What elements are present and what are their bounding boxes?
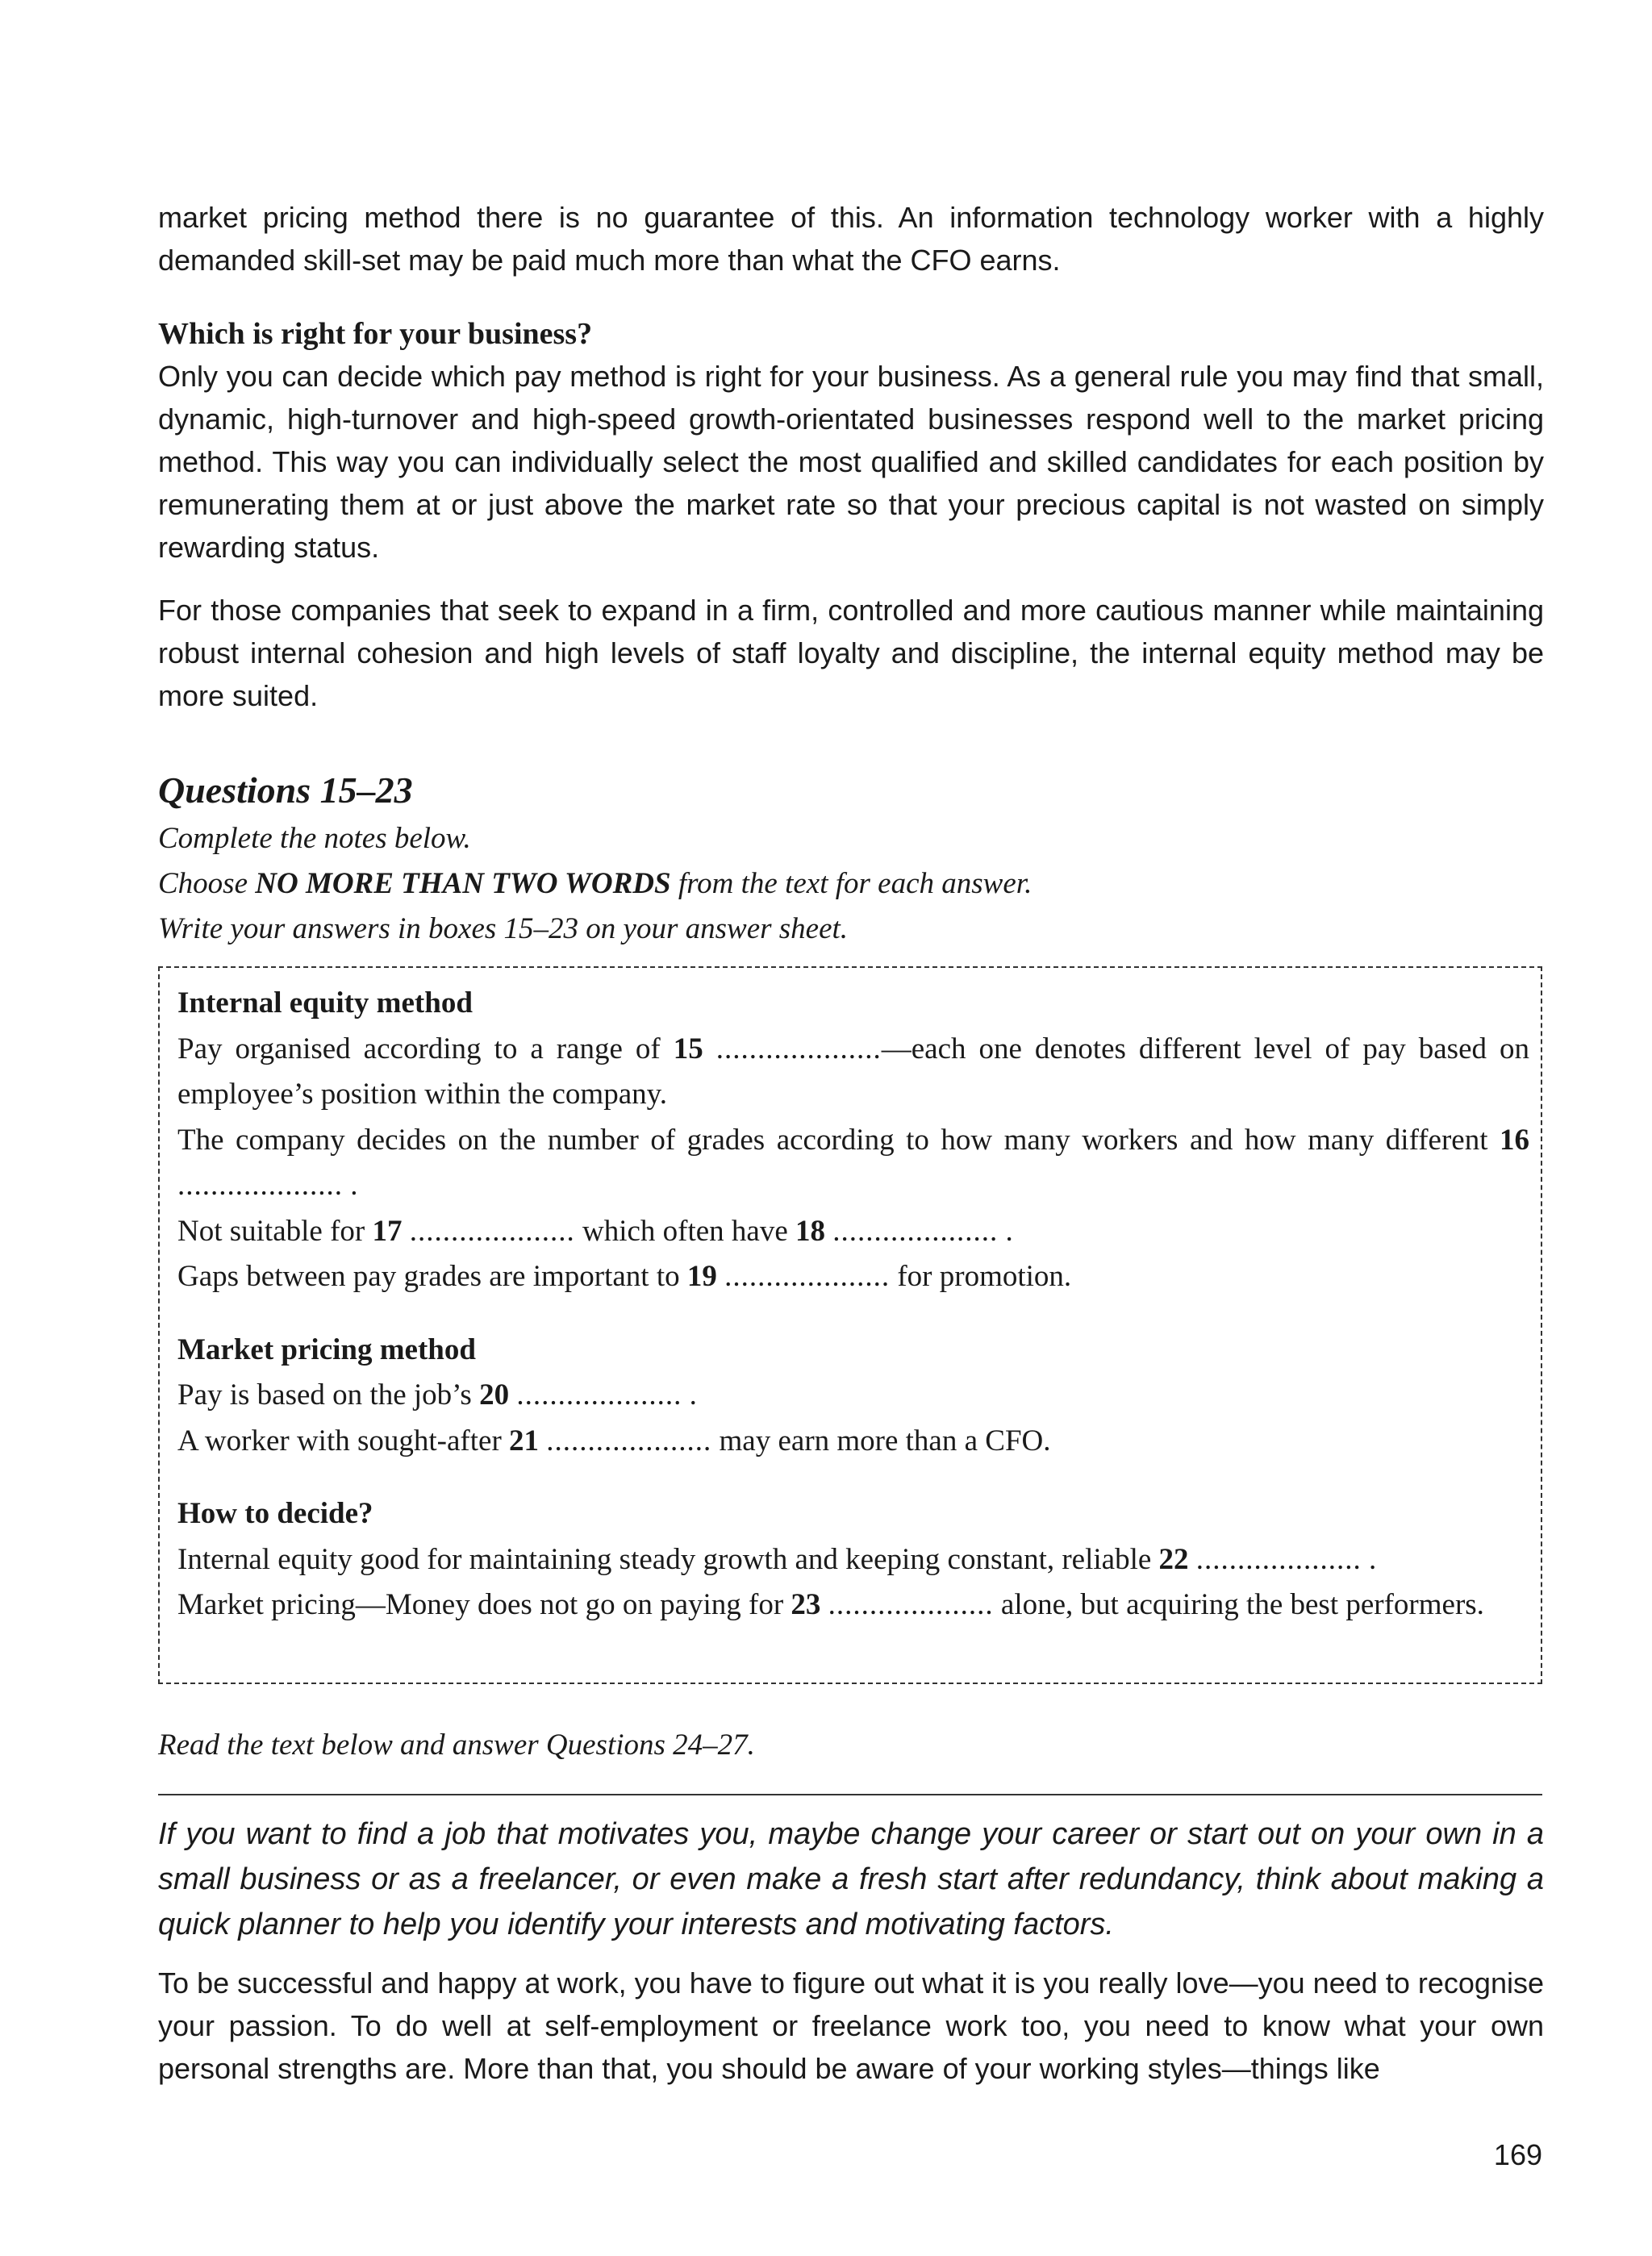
reading-intro-text: If you want to find a job that motivates you, maybe change your career or start out on your own in a small business or as a freelancer, or even make a fresh start after redundancy, think about making a quick planner to help you identify your interests and motivating factors. <box>158 1817 1544 1941</box>
instruction-word-limit-post: from the text for each answer. <box>670 867 1032 900</box>
note-item-17-18 <box>177 1209 1529 1255</box>
section-paragraph-1-text: Only you can decide which pay method is right for your business. As a general rule you may find that small, dynamic, high-turnover and high-speed growth-orientated businesses respond well to the market pricing method. This way you can individually select the most qualified and skilled candidates for each position by remunerating them at or just above the market rate so that your precious capital is not wasted on simply rewarding status. <box>158 360 1544 564</box>
section-paragraph-2 <box>158 589 1544 717</box>
question-number-22: 22 <box>1158 1542 1189 1576</box>
notes-heading-decide: How to decide? <box>177 1497 373 1530</box>
answer-blank-18[interactable]: .................... <box>832 1214 999 1248</box>
note-item-16 <box>177 1118 1529 1209</box>
note-22-text-post: . <box>1361 1542 1377 1576</box>
notes-spacer <box>177 1464 1529 1491</box>
intro-text: market pricing method there is no guarantee of this. An information technology worker with a highly demanded skill-set may be paid much more than what the CFO earns. <box>158 201 1544 277</box>
reading-instruction: Read the text below and answer Questions 24–27. <box>158 1728 755 1762</box>
answer-blank-23[interactable]: .................... <box>828 1588 994 1621</box>
notes-box <box>158 966 1542 1684</box>
answer-blank-15[interactable]: .................... <box>715 1032 882 1065</box>
question-number-21: 21 <box>509 1424 540 1457</box>
divider <box>158 1794 1542 1795</box>
note-18-text: which often have <box>574 1214 796 1248</box>
note-item-22 <box>177 1537 1529 1583</box>
page-number: 169 <box>1493 2138 1542 2171</box>
section-paragraph-1 <box>158 355 1544 569</box>
instruction-word-limit-bold: NO MORE THAN TWO WORDS <box>255 867 671 900</box>
reading-intro <box>158 1812 1544 1947</box>
intro-paragraph <box>158 196 1544 281</box>
note-21-text: A worker with sought-after <box>177 1424 510 1457</box>
note-23-text: Market pricing—Money does not go on paying for <box>177 1588 791 1621</box>
note-21-text-post: may earn more than a CFO. <box>711 1424 1051 1457</box>
note-17-text: Not suitable for <box>177 1214 373 1248</box>
section-heading: Which is right for your business? <box>158 317 593 351</box>
note-20-text: Pay is based on the job’s <box>177 1378 480 1412</box>
answer-blank-22[interactable]: .................... <box>1195 1542 1362 1576</box>
note-19-text-post: for promotion. <box>890 1260 1072 1293</box>
notes-heading-market: Market pricing method <box>177 1332 476 1366</box>
questions-title: Questions 15–23 <box>158 769 413 811</box>
note-item-21 <box>177 1419 1529 1465</box>
note-15-text: Pay organised according to a range of <box>177 1032 674 1065</box>
instruction-answer-sheet: Write your answers in boxes 15–23 on your answer sheet. <box>158 912 849 945</box>
note-item-19 <box>177 1254 1529 1300</box>
answer-blank-19[interactable]: .................... <box>724 1260 891 1293</box>
note-16-text: The company decides on the number of grades according to how many workers and how many different <box>177 1123 1500 1157</box>
reading-paragraph-text: To be successful and happy at work, you have to figure out what it is you really love—you need to recognise your passion. To do well at self-employment or freelance work too, you need to know what your own personal strengths are. More than that, you should be aware of your working styles—things like <box>158 1966 1544 2085</box>
note-18-text-post: . <box>998 1214 1013 1248</box>
instruction-word-limit <box>158 861 1544 907</box>
note-23-text-post: alone, but acquiring the best performers. <box>993 1588 1484 1621</box>
answer-blank-16[interactable]: .................... <box>177 1169 343 1202</box>
question-number-20: 20 <box>479 1378 510 1412</box>
question-number-19: 19 <box>686 1260 717 1293</box>
note-15-text-post: —each one denotes different level of pay based on employee’s position within the company. <box>177 1032 1529 1111</box>
section-paragraph-2-text: For those companies that seek to expand in a firm, controlled and more cautious manner while maintaining robust internal cohesion and high levels of staff loyalty and discipline, the internal equity method may be more suited. <box>158 594 1544 712</box>
questions-instructions <box>158 816 1544 952</box>
answer-blank-17[interactable]: .................... <box>409 1214 575 1248</box>
reading-paragraph <box>158 1962 1544 2090</box>
note-item-15 <box>177 1027 1529 1118</box>
note-22-text: Internal equity good for maintaining steady growth and keeping constant, reliable <box>177 1542 1159 1576</box>
question-number-15: 15 <box>673 1032 703 1065</box>
note-16-text-post: . <box>343 1169 358 1202</box>
question-number-23: 23 <box>791 1588 821 1621</box>
note-item-20 <box>177 1373 1529 1419</box>
question-number-18: 18 <box>795 1214 826 1248</box>
notes-heading-internal: Internal equity method <box>177 986 473 1020</box>
note-20-text-post: . <box>682 1378 697 1412</box>
question-number-16: 16 <box>1500 1123 1529 1157</box>
notes-spacer <box>177 1300 1529 1328</box>
note-19-text: Gaps between pay grades are important to <box>177 1260 687 1293</box>
note-item-23 <box>177 1583 1529 1628</box>
instruction-complete-notes: Complete the notes below. <box>158 822 471 855</box>
answer-blank-21[interactable]: .................... <box>546 1424 712 1457</box>
question-number-17: 17 <box>372 1214 403 1248</box>
instruction-word-limit-pre: Choose <box>158 867 256 900</box>
answer-blank-20[interactable]: .................... <box>516 1378 682 1412</box>
